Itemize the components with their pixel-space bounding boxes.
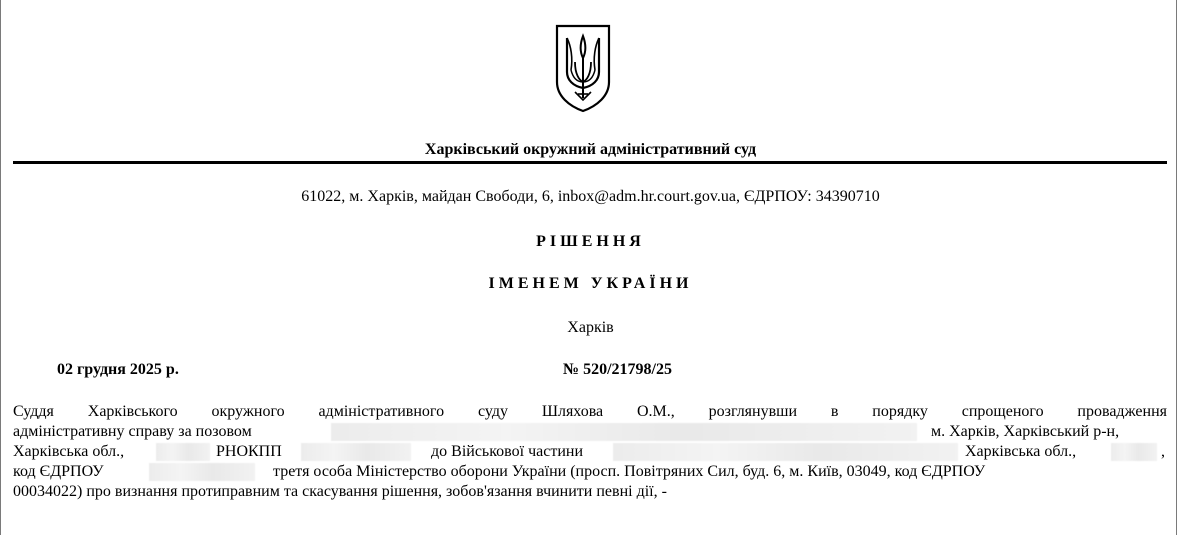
redacted-plaintiff bbox=[331, 423, 917, 441]
body-line-1 bbox=[13, 402, 1167, 422]
decision-date: 02 грудня 2025 р. bbox=[57, 361, 179, 378]
body-text-line-3a: Харківська обл., bbox=[13, 443, 125, 460]
court-name: Харківський окружний адміністративний суд bbox=[424, 141, 757, 158]
redacted-unit-address bbox=[1111, 443, 1157, 461]
redacted-edrpou bbox=[149, 463, 255, 481]
body-line-3 bbox=[13, 442, 1167, 462]
redacted-rnokpp bbox=[301, 443, 411, 461]
body-line-5 bbox=[13, 482, 1167, 502]
body-text-line-2b: м. Харків, Харківський р-н, bbox=[931, 423, 1120, 440]
redacted-address bbox=[156, 443, 210, 461]
case-number: № 520/21798/25 bbox=[563, 361, 672, 378]
court-address: 61022, м. Харків, майдан Свободи, 6, inbox@adm.hr.court.gov.ua, ЄДРПОУ: 34390710 bbox=[301, 188, 880, 205]
document-subtitle: ІМЕНЕМ УКРАЇНИ bbox=[488, 275, 693, 292]
decision-body bbox=[13, 402, 1167, 502]
redacted-military-unit bbox=[613, 443, 958, 461]
body-text-line-3d: Харківська обл., bbox=[965, 443, 1077, 460]
body-text-line-2a: адміністративну справу за позовом bbox=[13, 423, 252, 440]
body-text-line-4a: код ЄДРПОУ bbox=[13, 463, 104, 480]
body-text-line-3c: до Військової частини bbox=[431, 443, 583, 460]
body-text-line-3e: , bbox=[1161, 443, 1165, 460]
body-text-line-5: 00034022) про визнання протиправним та скасування рішення, зобов'язання вчинити певні дії, - bbox=[13, 483, 667, 500]
body-text-line-1: Суддя Харківського окружного адміністративного суду Шляхова О.М., розглянувши в порядку спрощеного провадження bbox=[13, 403, 1167, 420]
decision-city: Харків bbox=[567, 319, 614, 336]
body-text-line-3b: РНОКПП bbox=[216, 443, 282, 460]
body-text-line-4b: третя особа Міністерство оборони України (просп. Повітряних Сил, буд. 6, м. Київ, 03049, код ЄДРПОУ bbox=[273, 463, 986, 480]
body-line-2 bbox=[13, 422, 1167, 442]
coat-of-arms-emblem bbox=[553, 22, 613, 114]
body-line-4 bbox=[13, 462, 1167, 482]
document-type: РІШЕННЯ bbox=[536, 233, 645, 250]
header-divider bbox=[13, 161, 1167, 164]
